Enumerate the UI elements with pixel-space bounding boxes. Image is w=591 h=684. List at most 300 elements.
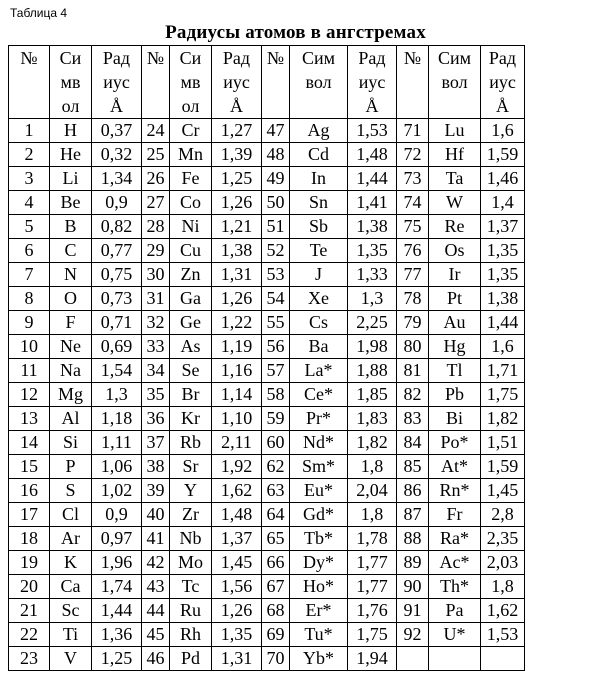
element-symbol: Rb bbox=[170, 431, 212, 455]
atomic-radius: 1,31 bbox=[212, 263, 262, 287]
table-row bbox=[9, 287, 525, 311]
atomic-number: 36 bbox=[142, 407, 170, 431]
element-symbol: Zr bbox=[170, 503, 212, 527]
atomic-radius: 2,11 bbox=[212, 431, 262, 455]
header-radius: Рад иус Å bbox=[212, 46, 262, 119]
atomic-radius: 1,62 bbox=[212, 479, 262, 503]
element-symbol: Y bbox=[170, 479, 212, 503]
atomic-radius: 1,46 bbox=[481, 167, 525, 191]
element-symbol: Os bbox=[429, 239, 481, 263]
atomic-radius: 1,31 bbox=[212, 647, 262, 671]
atomic-number: 28 bbox=[142, 215, 170, 239]
element-symbol: Ag bbox=[290, 119, 348, 143]
table-row bbox=[9, 623, 525, 647]
table-row bbox=[9, 455, 525, 479]
element-symbol: Th* bbox=[429, 575, 481, 599]
element-symbol: Ac* bbox=[429, 551, 481, 575]
table-row bbox=[9, 575, 525, 599]
atomic-radius: 1,35 bbox=[481, 239, 525, 263]
element-symbol: Hg bbox=[429, 335, 481, 359]
atomic-number: 13 bbox=[9, 407, 50, 431]
element-symbol: Rh bbox=[170, 623, 212, 647]
atomic-radius: 1,35 bbox=[348, 239, 397, 263]
atomic-radius: 1,44 bbox=[92, 599, 142, 623]
atomic-number: 35 bbox=[142, 383, 170, 407]
element-symbol: W bbox=[429, 191, 481, 215]
element-symbol: Re bbox=[429, 215, 481, 239]
element-symbol: Xe bbox=[290, 287, 348, 311]
atomic-radius: 0,69 bbox=[92, 335, 142, 359]
atomic-radius: 1,26 bbox=[212, 599, 262, 623]
atomic-number: 69 bbox=[262, 623, 290, 647]
element-symbol: Ga bbox=[170, 287, 212, 311]
atomic-number: 62 bbox=[262, 455, 290, 479]
element-symbol: Si bbox=[50, 431, 92, 455]
atomic-number: 17 bbox=[9, 503, 50, 527]
atomic-radius: 1,37 bbox=[481, 215, 525, 239]
atomic-number: 2 bbox=[9, 143, 50, 167]
element-symbol: In bbox=[290, 167, 348, 191]
element-symbol: Pa bbox=[429, 599, 481, 623]
atomic-radius: 1,3 bbox=[92, 383, 142, 407]
atomic-radius: 1,39 bbox=[212, 143, 262, 167]
element-symbol: Sr bbox=[170, 455, 212, 479]
atomic-radius: 0,32 bbox=[92, 143, 142, 167]
atomic-radius: 2,25 bbox=[348, 311, 397, 335]
atomic-number: 77 bbox=[397, 263, 429, 287]
atomic-radius: 2,35 bbox=[481, 527, 525, 551]
element-symbol: Mo bbox=[170, 551, 212, 575]
atomic-radius: 1,71 bbox=[481, 359, 525, 383]
atomic-radius: 1,18 bbox=[92, 407, 142, 431]
atomic-number: 91 bbox=[397, 599, 429, 623]
atomic-number: 41 bbox=[142, 527, 170, 551]
element-symbol: B bbox=[50, 215, 92, 239]
atomic-radius: 1,96 bbox=[92, 551, 142, 575]
atomic-radius: 1,88 bbox=[348, 359, 397, 383]
element-symbol: Se bbox=[170, 359, 212, 383]
atomic-radius: 1,77 bbox=[348, 575, 397, 599]
atomic-number: 3 bbox=[9, 167, 50, 191]
table-row bbox=[9, 239, 525, 263]
atomic-number: 7 bbox=[9, 263, 50, 287]
atomic-number: 40 bbox=[142, 503, 170, 527]
atomic-radius: 1,94 bbox=[348, 647, 397, 671]
atomic-number: 21 bbox=[9, 599, 50, 623]
atomic-radius: 1,85 bbox=[348, 383, 397, 407]
element-symbol: Kr bbox=[170, 407, 212, 431]
atomic-radius: 1,48 bbox=[212, 503, 262, 527]
atomic-radius: 1,74 bbox=[92, 575, 142, 599]
atomic-number: 60 bbox=[262, 431, 290, 455]
table-row bbox=[9, 311, 525, 335]
atomic-number: 27 bbox=[142, 191, 170, 215]
atomic-number: 1 bbox=[9, 119, 50, 143]
element-symbol: Cd bbox=[290, 143, 348, 167]
atomic-radius: 1,37 bbox=[212, 527, 262, 551]
element-symbol: Nb bbox=[170, 527, 212, 551]
atomic-number: 15 bbox=[9, 455, 50, 479]
atomic-radius bbox=[481, 647, 525, 671]
element-symbol: Eu* bbox=[290, 479, 348, 503]
atomic-number: 29 bbox=[142, 239, 170, 263]
atomic-number: 9 bbox=[9, 311, 50, 335]
element-symbol: V bbox=[50, 647, 92, 671]
atomic-radius: 1,82 bbox=[481, 407, 525, 431]
header-row bbox=[9, 46, 525, 119]
atomic-radius: 1,25 bbox=[92, 647, 142, 671]
atomic-radius: 1,4 bbox=[481, 191, 525, 215]
element-symbol: Ca bbox=[50, 575, 92, 599]
element-symbol: Po* bbox=[429, 431, 481, 455]
element-symbol: Ta bbox=[429, 167, 481, 191]
element-symbol: As bbox=[170, 335, 212, 359]
atomic-radius: 1,45 bbox=[481, 479, 525, 503]
element-symbol: Pr* bbox=[290, 407, 348, 431]
element-symbol: Ir bbox=[429, 263, 481, 287]
table-row bbox=[9, 335, 525, 359]
element-symbol: Tc bbox=[170, 575, 212, 599]
atomic-radius: 1,78 bbox=[348, 527, 397, 551]
element-symbol: Sb bbox=[290, 215, 348, 239]
header-radius: Рад иус Å bbox=[92, 46, 142, 119]
header-symbol: Си мв ол bbox=[50, 46, 92, 119]
table-row bbox=[9, 383, 525, 407]
atomic-radius: 1,45 bbox=[212, 551, 262, 575]
atomic-radius: 1,44 bbox=[348, 167, 397, 191]
atomic-number: 78 bbox=[397, 287, 429, 311]
atomic-radius: 1,36 bbox=[92, 623, 142, 647]
element-symbol: Tu* bbox=[290, 623, 348, 647]
element-symbol: La* bbox=[290, 359, 348, 383]
atomic-radius: 0,82 bbox=[92, 215, 142, 239]
atomic-radius: 1,14 bbox=[212, 383, 262, 407]
atomic-number: 44 bbox=[142, 599, 170, 623]
atomic-number: 81 bbox=[397, 359, 429, 383]
atomic-number: 59 bbox=[262, 407, 290, 431]
atomic-radius: 1,16 bbox=[212, 359, 262, 383]
element-symbol: S bbox=[50, 479, 92, 503]
element-symbol: Tl bbox=[429, 359, 481, 383]
element-symbol: Ce* bbox=[290, 383, 348, 407]
atomic-radius: 1,75 bbox=[348, 623, 397, 647]
atomic-number: 4 bbox=[9, 191, 50, 215]
atomic-number: 71 bbox=[397, 119, 429, 143]
element-symbol: Cs bbox=[290, 311, 348, 335]
atomic-number: 18 bbox=[9, 527, 50, 551]
atomic-number: 65 bbox=[262, 527, 290, 551]
atomic-number: 38 bbox=[142, 455, 170, 479]
atomic-radius: 1,8 bbox=[481, 575, 525, 599]
element-symbol: Ne bbox=[50, 335, 92, 359]
atomic-number: 52 bbox=[262, 239, 290, 263]
atomic-radius: 1,41 bbox=[348, 191, 397, 215]
element-symbol: F bbox=[50, 311, 92, 335]
atomic-radius: 1,83 bbox=[348, 407, 397, 431]
atomic-number: 88 bbox=[397, 527, 429, 551]
atomic-radius: 1,3 bbox=[348, 287, 397, 311]
atomic-radius: 2,04 bbox=[348, 479, 397, 503]
atomic-number: 72 bbox=[397, 143, 429, 167]
atomic-number: 10 bbox=[9, 335, 50, 359]
atomic-radius: 1,38 bbox=[212, 239, 262, 263]
atomic-radius: 1,26 bbox=[212, 191, 262, 215]
atomic-radius: 1,19 bbox=[212, 335, 262, 359]
header-number: № bbox=[397, 46, 429, 119]
atomic-radius: 1,48 bbox=[348, 143, 397, 167]
atomic-number: 92 bbox=[397, 623, 429, 647]
atomic-number: 12 bbox=[9, 383, 50, 407]
atomic-radius: 1,33 bbox=[348, 263, 397, 287]
element-symbol: Mn bbox=[170, 143, 212, 167]
atomic-number: 53 bbox=[262, 263, 290, 287]
table-row bbox=[9, 479, 525, 503]
atomic-radius: 1,53 bbox=[348, 119, 397, 143]
atomic-number: 51 bbox=[262, 215, 290, 239]
atomic-number: 54 bbox=[262, 287, 290, 311]
atomic-number: 82 bbox=[397, 383, 429, 407]
atomic-radius: 1,56 bbox=[212, 575, 262, 599]
atomic-number: 37 bbox=[142, 431, 170, 455]
table-title: Радиусы атомов в ангстремах bbox=[165, 22, 426, 43]
atomic-number: 89 bbox=[397, 551, 429, 575]
atomic-radius: 1,26 bbox=[212, 287, 262, 311]
header-radius: Рад иус Å bbox=[348, 46, 397, 119]
atomic-number: 26 bbox=[142, 167, 170, 191]
element-symbol: C bbox=[50, 239, 92, 263]
atomic-radius: 1,44 bbox=[481, 311, 525, 335]
atomic-radius: 1,22 bbox=[212, 311, 262, 335]
element-symbol: P bbox=[50, 455, 92, 479]
atomic-number: 25 bbox=[142, 143, 170, 167]
atomic-number: 33 bbox=[142, 335, 170, 359]
element-symbol: N bbox=[50, 263, 92, 287]
element-symbol: Cu bbox=[170, 239, 212, 263]
atomic-radius: 1,6 bbox=[481, 335, 525, 359]
atomic-radius: 1,21 bbox=[212, 215, 262, 239]
atomic-radius: 0,97 bbox=[92, 527, 142, 551]
atomic-radius: 0,9 bbox=[92, 191, 142, 215]
atomic-number: 58 bbox=[262, 383, 290, 407]
atomic-radius: 1,98 bbox=[348, 335, 397, 359]
atomic-number: 90 bbox=[397, 575, 429, 599]
atomic-radius: 1,77 bbox=[348, 551, 397, 575]
atomic-number: 11 bbox=[9, 359, 50, 383]
atomic-number: 50 bbox=[262, 191, 290, 215]
atomic-radius: 1,35 bbox=[481, 263, 525, 287]
element-symbol: Er* bbox=[290, 599, 348, 623]
table-header bbox=[9, 46, 525, 119]
atomic-radius: 1,75 bbox=[481, 383, 525, 407]
atomic-number: 49 bbox=[262, 167, 290, 191]
atomic-number: 8 bbox=[9, 287, 50, 311]
element-symbol: Ho* bbox=[290, 575, 348, 599]
table-row bbox=[9, 527, 525, 551]
atomic-number: 6 bbox=[9, 239, 50, 263]
atomic-radius: 1,59 bbox=[481, 143, 525, 167]
atomic-number: 56 bbox=[262, 335, 290, 359]
element-symbol: Nd* bbox=[290, 431, 348, 455]
atomic-number: 22 bbox=[9, 623, 50, 647]
table-row bbox=[9, 143, 525, 167]
atomic-number: 75 bbox=[397, 215, 429, 239]
atomic-radius: 1,82 bbox=[348, 431, 397, 455]
element-symbol: Au bbox=[429, 311, 481, 335]
header-number: № bbox=[262, 46, 290, 119]
atomic-number: 43 bbox=[142, 575, 170, 599]
table-row bbox=[9, 551, 525, 575]
element-symbol: Ti bbox=[50, 623, 92, 647]
atomic-number: 68 bbox=[262, 599, 290, 623]
header-number: № bbox=[142, 46, 170, 119]
atomic-number: 19 bbox=[9, 551, 50, 575]
atomic-number: 42 bbox=[142, 551, 170, 575]
table-caption: Таблица 4 bbox=[10, 6, 68, 20]
atomic-radius: 1,76 bbox=[348, 599, 397, 623]
element-symbol: Ba bbox=[290, 335, 348, 359]
table-row bbox=[9, 191, 525, 215]
atomic-number: 16 bbox=[9, 479, 50, 503]
atomic-number: 46 bbox=[142, 647, 170, 671]
atomic-radius: 1,59 bbox=[481, 455, 525, 479]
atomic-radius: 0,77 bbox=[92, 239, 142, 263]
element-symbol: Hf bbox=[429, 143, 481, 167]
element-symbol: K bbox=[50, 551, 92, 575]
atomic-number: 73 bbox=[397, 167, 429, 191]
atomic-radius: 1,35 bbox=[212, 623, 262, 647]
element-symbol: Tb* bbox=[290, 527, 348, 551]
atomic-radius: 1,6 bbox=[481, 119, 525, 143]
atomic-radius: 1,8 bbox=[348, 503, 397, 527]
table-row bbox=[9, 431, 525, 455]
atomic-number: 83 bbox=[397, 407, 429, 431]
table-row bbox=[9, 407, 525, 431]
atomic-radius: 1,38 bbox=[348, 215, 397, 239]
atomic-number bbox=[397, 647, 429, 671]
atomic-number: 80 bbox=[397, 335, 429, 359]
element-symbol: Ge bbox=[170, 311, 212, 335]
element-symbol: Bi bbox=[429, 407, 481, 431]
element-symbol: Te bbox=[290, 239, 348, 263]
element-symbol: U* bbox=[429, 623, 481, 647]
element-symbol: Pt bbox=[429, 287, 481, 311]
header-symbol: Сим вол bbox=[429, 46, 481, 119]
element-symbol: Na bbox=[50, 359, 92, 383]
atomic-radius: 0,71 bbox=[92, 311, 142, 335]
element-symbol: Sn bbox=[290, 191, 348, 215]
atomic-radius: 1,51 bbox=[481, 431, 525, 455]
element-symbol: At* bbox=[429, 455, 481, 479]
element-symbol: Fr bbox=[429, 503, 481, 527]
atomic-number: 74 bbox=[397, 191, 429, 215]
element-symbol: He bbox=[50, 143, 92, 167]
atomic-number: 66 bbox=[262, 551, 290, 575]
element-symbol: O bbox=[50, 287, 92, 311]
atomic-radius: 1,8 bbox=[348, 455, 397, 479]
atomic-number: 70 bbox=[262, 647, 290, 671]
atomic-radius: 1,27 bbox=[212, 119, 262, 143]
atomic-number: 34 bbox=[142, 359, 170, 383]
atomic-number: 84 bbox=[397, 431, 429, 455]
element-symbol: Zn bbox=[170, 263, 212, 287]
atomic-radius: 1,62 bbox=[481, 599, 525, 623]
element-symbol: H bbox=[50, 119, 92, 143]
table-row bbox=[9, 599, 525, 623]
element-symbol: Cr bbox=[170, 119, 212, 143]
atomic-radius: 1,25 bbox=[212, 167, 262, 191]
element-symbol: Rn* bbox=[429, 479, 481, 503]
table-row bbox=[9, 647, 525, 671]
atomic-radius: 1,53 bbox=[481, 623, 525, 647]
element-symbol: Pb bbox=[429, 383, 481, 407]
element-symbol: Ru bbox=[170, 599, 212, 623]
atomic-number: 76 bbox=[397, 239, 429, 263]
atomic-number: 39 bbox=[142, 479, 170, 503]
element-symbol: Sm* bbox=[290, 455, 348, 479]
element-symbol: Be bbox=[50, 191, 92, 215]
table-row bbox=[9, 359, 525, 383]
atomic-number: 63 bbox=[262, 479, 290, 503]
atomic-number: 57 bbox=[262, 359, 290, 383]
atomic-number: 5 bbox=[9, 215, 50, 239]
atomic-radius: 0,9 bbox=[92, 503, 142, 527]
atomic-number: 86 bbox=[397, 479, 429, 503]
atomic-radius: 0,73 bbox=[92, 287, 142, 311]
atomic-number: 47 bbox=[262, 119, 290, 143]
table-row bbox=[9, 167, 525, 191]
element-symbol: Lu bbox=[429, 119, 481, 143]
element-symbol: Gd* bbox=[290, 503, 348, 527]
atomic-number: 24 bbox=[142, 119, 170, 143]
atomic-number: 48 bbox=[262, 143, 290, 167]
atomic-radius: 1,34 bbox=[92, 167, 142, 191]
table-body bbox=[9, 119, 525, 671]
atomic-number: 87 bbox=[397, 503, 429, 527]
atomic-number: 30 bbox=[142, 263, 170, 287]
atomic-number: 64 bbox=[262, 503, 290, 527]
header-number: № bbox=[9, 46, 50, 119]
atomic-number: 32 bbox=[142, 311, 170, 335]
atomic-number: 20 bbox=[9, 575, 50, 599]
atomic-number: 31 bbox=[142, 287, 170, 311]
table-row bbox=[9, 263, 525, 287]
header-radius: Рад иус Å bbox=[481, 46, 525, 119]
atomic-radius: 1,10 bbox=[212, 407, 262, 431]
element-symbol: Ar bbox=[50, 527, 92, 551]
header-symbol: Сим вол bbox=[290, 46, 348, 119]
atomic-radius: 2,03 bbox=[481, 551, 525, 575]
table-row bbox=[9, 119, 525, 143]
atomic-number: 79 bbox=[397, 311, 429, 335]
element-symbol: Dy* bbox=[290, 551, 348, 575]
table-row bbox=[9, 215, 525, 239]
element-symbol bbox=[429, 647, 481, 671]
atomic-radii-table bbox=[8, 45, 525, 671]
atomic-number: 85 bbox=[397, 455, 429, 479]
atomic-radius: 1,38 bbox=[481, 287, 525, 311]
atomic-radius: 0,75 bbox=[92, 263, 142, 287]
atomic-number: 55 bbox=[262, 311, 290, 335]
element-symbol: Ra* bbox=[429, 527, 481, 551]
header-symbol: Си мв ол bbox=[170, 46, 212, 119]
atomic-number: 14 bbox=[9, 431, 50, 455]
atomic-radius: 1,06 bbox=[92, 455, 142, 479]
atomic-radius: 1,92 bbox=[212, 455, 262, 479]
element-symbol: Sc bbox=[50, 599, 92, 623]
element-symbol: Fe bbox=[170, 167, 212, 191]
atomic-number: 23 bbox=[9, 647, 50, 671]
element-symbol: Cl bbox=[50, 503, 92, 527]
